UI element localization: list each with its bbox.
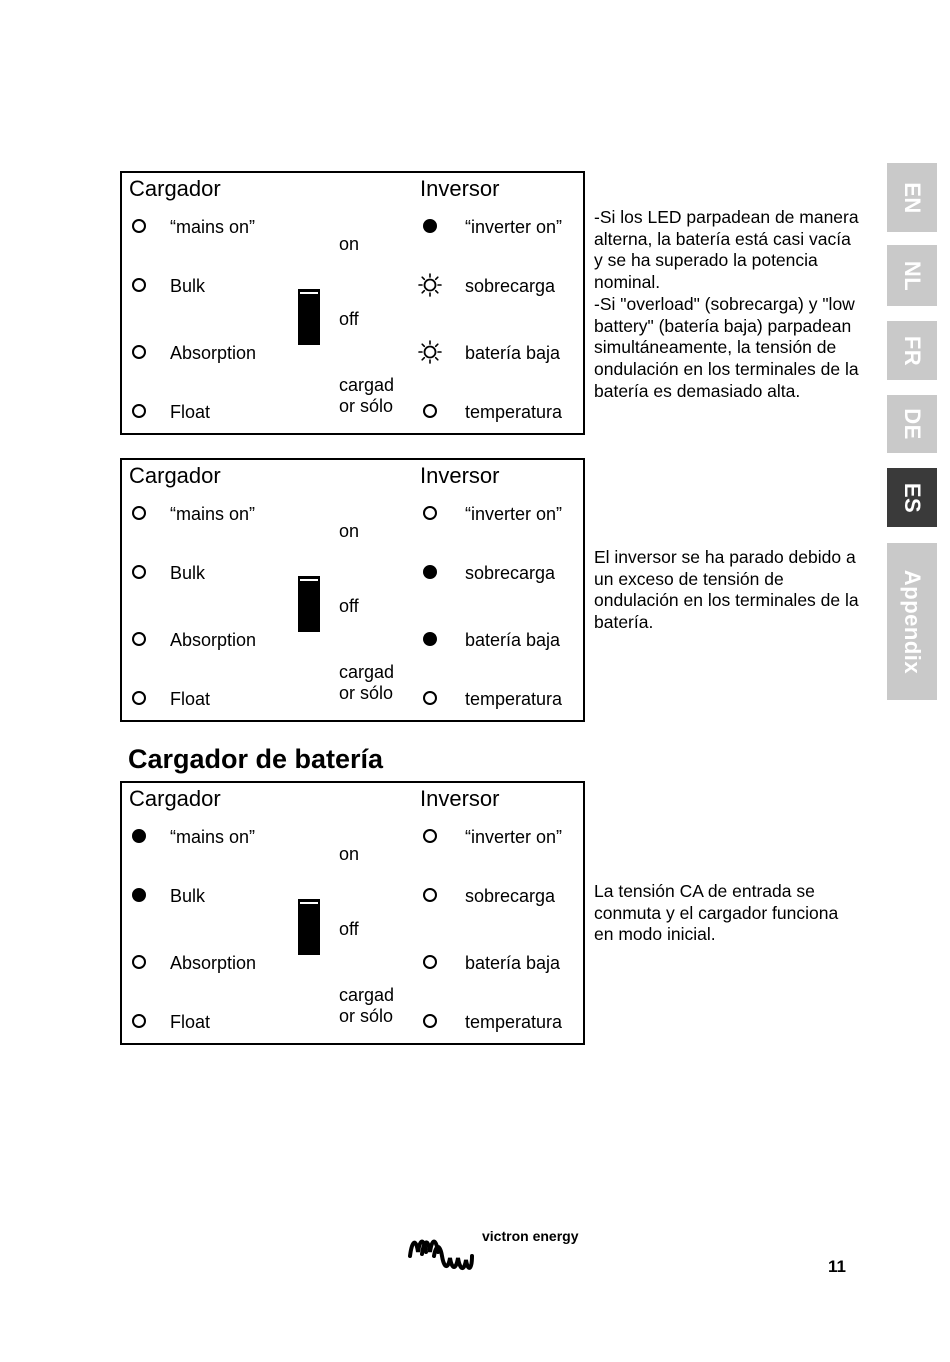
desc-line: La tensión CA de entrada se <box>594 881 815 901</box>
tab-appendix[interactable]: Appendix <box>887 543 937 700</box>
switch-label-on: on <box>339 521 360 541</box>
led-label-temperature: temperatura <box>465 402 563 422</box>
desc-line: conmuta y el cargador funciona <box>594 902 839 923</box>
led-inverter-on <box>423 219 437 233</box>
led-float <box>132 691 146 705</box>
led-label-overload: sobrecarga <box>465 563 556 583</box>
led-label-temperature: temperatura <box>465 689 563 709</box>
section-title: Cargador de batería <box>128 744 384 774</box>
led-mains-on <box>132 219 146 233</box>
led-bulk <box>132 565 146 579</box>
led-label-absorption: Absorption <box>170 343 257 363</box>
mode-switch <box>298 289 320 345</box>
led-label-mains-on: “mains on” <box>170 504 256 524</box>
led-absorption <box>132 632 146 646</box>
led-label-absorption: Absorption <box>170 630 257 650</box>
desc-line: battery" (batería baja) parpadean <box>594 315 852 336</box>
desc-line: El inversor se ha parado debido a <box>594 547 856 567</box>
led-label-inverter-on: “inverter on” <box>465 217 563 237</box>
led-float <box>132 1014 146 1028</box>
page-number: 11 <box>828 1257 846 1276</box>
switch-label-charger-only-line1: cargad <box>339 375 395 395</box>
desc-line: ondulación en los terminales de la <box>594 590 859 611</box>
desc-line: batería es demasiado alta. <box>594 380 801 401</box>
led-low-battery <box>423 632 437 646</box>
led-panel-2 <box>120 458 585 722</box>
led-label-temperature: temperatura <box>465 1012 563 1032</box>
switch-label-charger-only-line2: or sólo <box>339 1006 394 1026</box>
led-label-low-battery: batería baja <box>465 343 561 363</box>
led-label-float: Float <box>170 689 211 709</box>
switch-label-charger-only-line1: cargad <box>339 662 395 682</box>
led-label-overload: sobrecarga <box>465 886 556 906</box>
led-inverter-on <box>423 829 437 843</box>
switch-label-charger-only-line2: or sólo <box>339 683 394 703</box>
led-low-battery <box>418 340 442 364</box>
led-bulk <box>132 888 146 902</box>
switch-label-off: off <box>339 919 359 939</box>
charger-heading: Cargador <box>129 786 221 811</box>
desc-line: -Si los LED parpadean de manera <box>594 207 859 227</box>
switch-label-charger-only-line2: or sólo <box>339 396 394 416</box>
tab-fr[interactable]: FR <box>887 321 937 380</box>
tab-es[interactable]: ES <box>887 468 937 527</box>
led-label-mains-on: “mains on” <box>170 217 256 237</box>
led-label-low-battery: batería baja <box>465 630 561 650</box>
led-mains-on <box>132 829 146 843</box>
led-label-float: Float <box>170 402 211 422</box>
led-mains-on <box>132 506 146 520</box>
brand-name: victron energy <box>482 1228 579 1244</box>
desc-line: y se ha superado la potencia <box>594 250 818 271</box>
led-temperature <box>423 1014 437 1028</box>
led-overload <box>423 565 437 579</box>
led-bulk <box>132 278 146 292</box>
tab-en[interactable]: EN <box>887 163 937 232</box>
led-panel-3 <box>120 781 585 1045</box>
switch-label-off: off <box>339 596 359 616</box>
victron-logo-icon <box>406 1226 478 1276</box>
charger-heading: Cargador <box>129 176 221 201</box>
led-label-inverter-on: “inverter on” <box>465 504 563 524</box>
led-absorption <box>132 955 146 969</box>
led-label-bulk: Bulk <box>170 563 206 583</box>
mode-switch <box>298 576 320 632</box>
led-label-bulk: Bulk <box>170 276 206 296</box>
led-label-bulk: Bulk <box>170 886 206 906</box>
led-float <box>132 404 146 418</box>
charger-heading: Cargador <box>129 463 221 488</box>
led-overload <box>423 888 437 902</box>
inverter-heading: Inversor <box>420 786 500 811</box>
led-temperature <box>423 404 437 418</box>
desc-line: batería. <box>594 612 654 633</box>
led-label-overload: sobrecarga <box>465 276 556 296</box>
switch-label-on: on <box>339 234 360 254</box>
desc-line: alterna, la batería está casi vacía <box>594 228 851 249</box>
switch-label-charger-only-line1: cargad <box>339 985 395 1005</box>
led-overload <box>418 273 442 297</box>
panel-3-description <box>594 881 886 946</box>
mode-switch <box>298 899 320 955</box>
panel-1-description <box>594 207 886 402</box>
led-label-inverter-on: “inverter on” <box>465 827 563 847</box>
led-absorption <box>132 345 146 359</box>
inverter-heading: Inversor <box>420 463 500 488</box>
led-panel-1 <box>120 171 585 435</box>
desc-line: nominal. <box>594 272 661 293</box>
led-inverter-on <box>423 506 437 520</box>
inverter-heading: Inversor <box>420 176 500 201</box>
desc-line: simultáneamente, la tensión de <box>594 337 837 358</box>
desc-line: ondulación en los terminales de la <box>594 358 859 379</box>
tab-nl[interactable]: NL <box>887 245 937 306</box>
desc-line: -Si "overload" (sobrecarga) y "low <box>594 293 855 314</box>
led-label-mains-on: “mains on” <box>170 827 256 847</box>
led-label-low-battery: batería baja <box>465 953 561 973</box>
switch-label-on: on <box>339 844 360 864</box>
switch-label-off: off <box>339 309 359 329</box>
desc-line: en modo inicial. <box>594 924 716 945</box>
led-temperature <box>423 691 437 705</box>
led-low-battery <box>423 955 437 969</box>
panel-2-description <box>594 547 886 634</box>
tab-de[interactable]: DE <box>887 395 937 453</box>
desc-line: un exceso de tensión de <box>594 568 784 589</box>
led-label-float: Float <box>170 1012 211 1032</box>
led-label-absorption: Absorption <box>170 953 257 973</box>
